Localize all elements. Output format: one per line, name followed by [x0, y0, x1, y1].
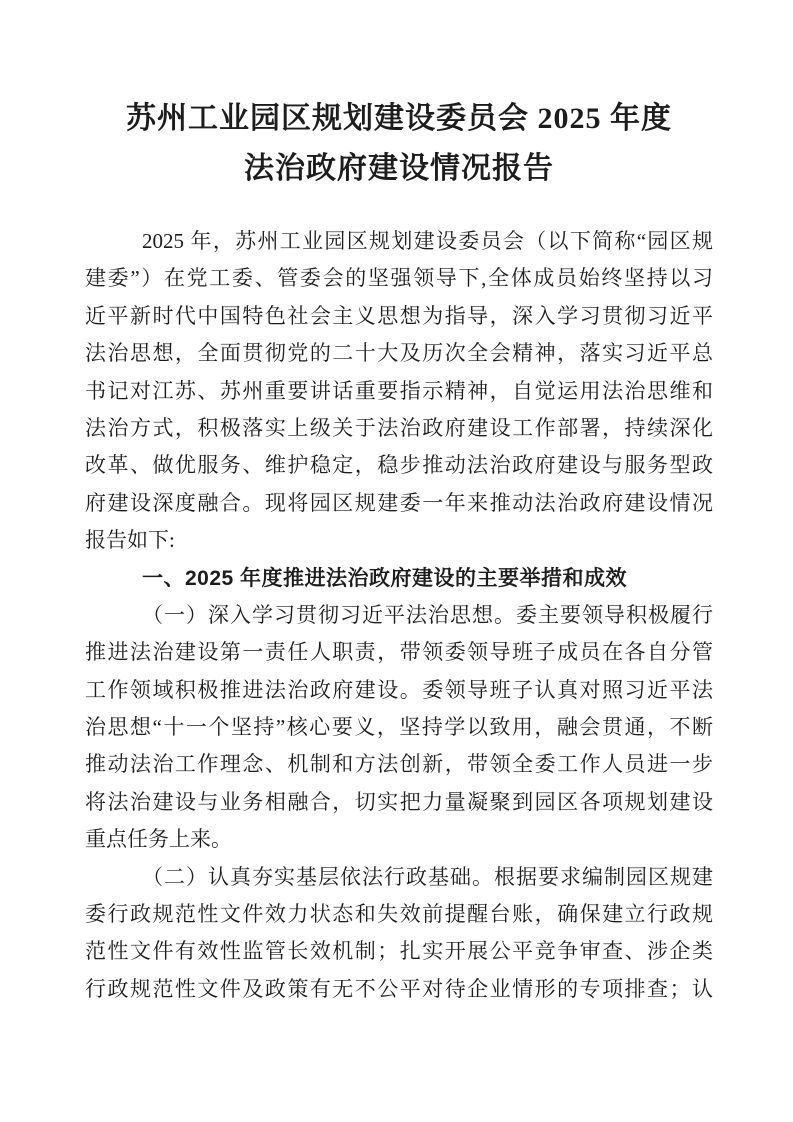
document-line: [85, 634, 713, 671]
document-line: [85, 597, 713, 634]
document-line: [85, 260, 713, 297]
document-line: [85, 410, 713, 447]
text-segment-song: 法治方式，积极落实上级关于法治政府建设工作部署，持续深化: [85, 415, 713, 440]
text-segment-song: 报告如下:: [85, 528, 175, 553]
text-segment-kai: （二）认真夯实基层依法行政基础。: [142, 864, 494, 889]
text-segment-song: 将法治建设与业务相融合，切实把力量凝聚到园区各项规划建设: [85, 789, 713, 814]
document-line: [85, 298, 713, 335]
document-title-line-2: 法治政府建设情况报告: [244, 152, 554, 185]
document-line: [85, 672, 713, 709]
text-segment-song: 推动法治工作理念、机制和方法创新，带领全委工作人员进一步: [85, 752, 713, 777]
text-segment-song: 推进法治建设第一责任人职责，带领委领导班子成员在各自分管: [85, 640, 713, 665]
text-segment-hei: 一、2025 年度推进法治政府建设的主要举措和成效: [142, 566, 628, 590]
text-segment-song: 府建设深度融合。现将园区规建委一年来推动法治政府建设情况: [85, 490, 713, 515]
text-segment-song: 近平新时代中国特色社会主义思想为指导，深入学习贯彻习近平: [85, 303, 713, 328]
text-segment-song: 建委”）在党工委、管委会的坚强领导下,全体成员始终坚持以习: [85, 266, 713, 291]
document-line: [85, 933, 713, 970]
document-line: [85, 746, 713, 783]
document-line: [85, 821, 713, 858]
text-segment-song: 范性文件有效性监管长效机制；扎实开展公平竞争审查、涉企类: [85, 939, 713, 964]
document-line: [85, 859, 713, 896]
document-line: [85, 784, 713, 821]
document-title: [85, 94, 713, 194]
document-line: [85, 709, 713, 746]
document-line: [85, 373, 713, 410]
document-line: [85, 522, 713, 559]
document-line: [85, 896, 713, 933]
text-segment-song: 改革、做优服务、维护稳定，稳步推动法治政府建设与服务型政: [85, 453, 713, 478]
text-segment-song: 根据要求编制园区规建: [494, 864, 713, 889]
document-title-line-1: 苏州工业园区规划建设委员会 2025 年度: [126, 102, 672, 135]
document-line: [85, 447, 713, 484]
text-segment-song: 工作领域积极推进法治政府建设。委领导班子认真对照习近平法: [85, 677, 713, 702]
document-line: [85, 971, 713, 1008]
text-segment-song: 重点任务上来。: [85, 827, 232, 852]
text-segment-song: 委行政规范性文件效力状态和失效前提醒台账，确保建立行政规: [85, 902, 713, 927]
text-segment-song: 行政规范性文件及政策有无不公平对待企业情形的专项排查；认: [85, 976, 713, 1001]
document-line: [85, 223, 713, 260]
text-segment-song: 2025 年，苏州工业园区规划建设委员会（以下简称“园区规: [142, 229, 713, 253]
document-line: [85, 485, 713, 522]
text-segment-song: 法治思想，全面贯彻党的二十大及历次全会精神，落实习近平总: [85, 341, 713, 366]
text-segment-song: 委主要领导积极履行: [516, 602, 713, 627]
document-line: [85, 335, 713, 372]
text-segment-song: 书记对江苏、苏州重要讲话重要指示精神，自觉运用法治思维和: [85, 378, 713, 403]
text-segment-kai: （一）深入学习贯彻习近平法治思想。: [142, 602, 516, 627]
section-heading-line: [85, 560, 713, 597]
text-segment-song: 治思想“十一个坚持”核心要义，坚持学以致用，融会贯通，不断: [85, 715, 713, 740]
document-body: [85, 223, 713, 1008]
